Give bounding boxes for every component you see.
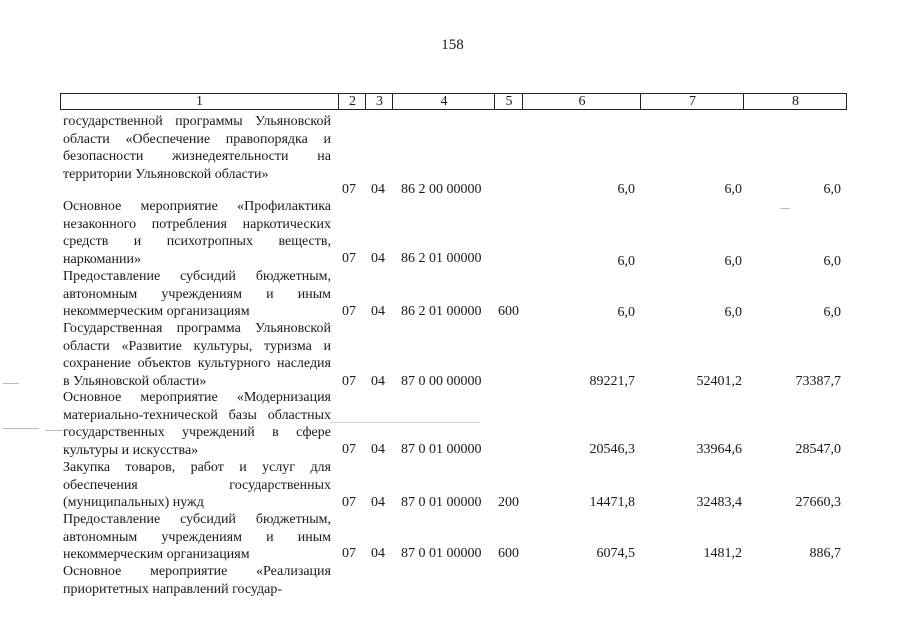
row-target-article: 87 0 00 00000 <box>401 374 482 389</box>
row-section: 07 <box>342 495 356 510</box>
row-amount-col7: 6,0 <box>724 182 742 197</box>
row-amount-col8: 886,7 <box>809 546 841 561</box>
row-section: 07 <box>342 304 356 319</box>
row-amount-col7: 32483,4 <box>696 495 742 510</box>
header-col-1: 1 <box>196 94 203 109</box>
row-subsection: 04 <box>371 495 385 510</box>
row-amount-col8: 27660,3 <box>795 495 841 510</box>
header-col-3: 3 <box>365 94 393 109</box>
row-target-article: 86 2 00 00000 <box>401 182 482 197</box>
scan-artifact <box>45 430 63 431</box>
row-target-article: 86 2 01 00000 <box>401 304 482 319</box>
row-amount-col6: 6,0 <box>617 182 635 197</box>
table-row <box>0 459 905 511</box>
row-description: Основное мероприятие «Реализация приоритетных направлений государ- <box>63 564 331 597</box>
table-row <box>0 268 905 320</box>
row-description: Закупка товаров, работ и услуг для обеспечения государственных (муниципальных) нужд <box>63 460 331 510</box>
row-amount-col7: 52401,2 <box>696 374 742 389</box>
row-amount-col7: 6,0 <box>724 305 742 320</box>
table-row <box>0 198 905 268</box>
row-subsection: 04 <box>371 182 385 197</box>
row-subsection: 04 <box>371 442 385 457</box>
scan-artifact <box>3 383 19 384</box>
row-subsection: 04 <box>371 374 385 389</box>
row-amount-col7: 33964,6 <box>696 442 742 457</box>
row-target-article: 87 0 01 00000 <box>401 495 482 510</box>
row-description: Основное мероприятие «Профилактика незаконного потребления наркотических средств и психотропных веществ, наркомании» <box>63 199 331 267</box>
table-row <box>0 113 905 200</box>
row-amount-col8: 6,0 <box>823 182 841 197</box>
row-amount-col6: 6,0 <box>617 305 635 320</box>
row-target-article: 86 2 01 00000 <box>401 251 482 266</box>
header-col-5: 5 <box>494 94 523 109</box>
row-amount-col6: 20546,3 <box>589 442 635 457</box>
table-header <box>60 93 847 110</box>
row-description: Предоставление субсидий бюджетным, автономным учреждениям и иным некоммерческим организациям <box>63 269 331 319</box>
row-section: 07 <box>342 442 356 457</box>
header-col-7: 7 <box>640 94 744 109</box>
scan-artifact <box>330 422 480 423</box>
row-amount-col8: 6,0 <box>823 254 841 269</box>
row-expense-type: 600 <box>498 304 519 319</box>
row-amount-col8: 6,0 <box>823 305 841 320</box>
row-subsection: 04 <box>371 546 385 561</box>
row-section: 07 <box>342 251 356 266</box>
header-col-8: 8 <box>743 94 847 109</box>
table-row <box>0 563 905 599</box>
row-description: Государственная программа Ульяновской области «Развитие культуры, туризма и сохранение объектов культурного наследия в Ульяновской области» <box>63 321 331 389</box>
scan-artifact <box>780 208 790 209</box>
row-target-article: 87 0 01 00000 <box>401 442 482 457</box>
scan-artifact <box>3 428 39 429</box>
row-description: Основное мероприятие «Модернизация материально-технической базы областных государственных учреждений в сфере культуры и искусства» <box>63 390 331 458</box>
row-description: государственной программы Ульяновской области «Обеспечение правопорядка и безопасности жизнедеятельности на территории Ульяновской области» <box>63 114 331 182</box>
table-row <box>0 320 905 390</box>
header-col-2: 2 <box>338 94 366 109</box>
row-expense-type: 600 <box>498 546 519 561</box>
row-amount-col6: 6,0 <box>617 254 635 269</box>
row-section: 07 <box>342 546 356 561</box>
row-description: Предоставление субсидий бюджетным, автономным учреждениям и иным некоммерческим организациям <box>63 512 331 562</box>
row-amount-col8: 73387,7 <box>795 374 841 389</box>
table-row <box>0 511 905 563</box>
row-subsection: 04 <box>371 304 385 319</box>
row-amount-col6: 6074,5 <box>596 546 635 561</box>
row-amount-col6: 89221,7 <box>589 374 635 389</box>
row-amount-col7: 6,0 <box>724 254 742 269</box>
row-expense-type: 200 <box>498 495 519 510</box>
page-number: 158 <box>441 37 464 53</box>
row-subsection: 04 <box>371 251 385 266</box>
row-target-article: 87 0 01 00000 <box>401 546 482 561</box>
row-amount-col6: 14471,8 <box>589 495 635 510</box>
row-section: 07 <box>342 374 356 389</box>
row-amount-col7: 1481,2 <box>703 546 742 561</box>
row-section: 07 <box>342 182 356 197</box>
row-amount-col8: 28547,0 <box>795 442 841 457</box>
header-col-4: 4 <box>392 94 495 109</box>
header-col-6: 6 <box>522 94 641 109</box>
table-row <box>0 389 905 459</box>
